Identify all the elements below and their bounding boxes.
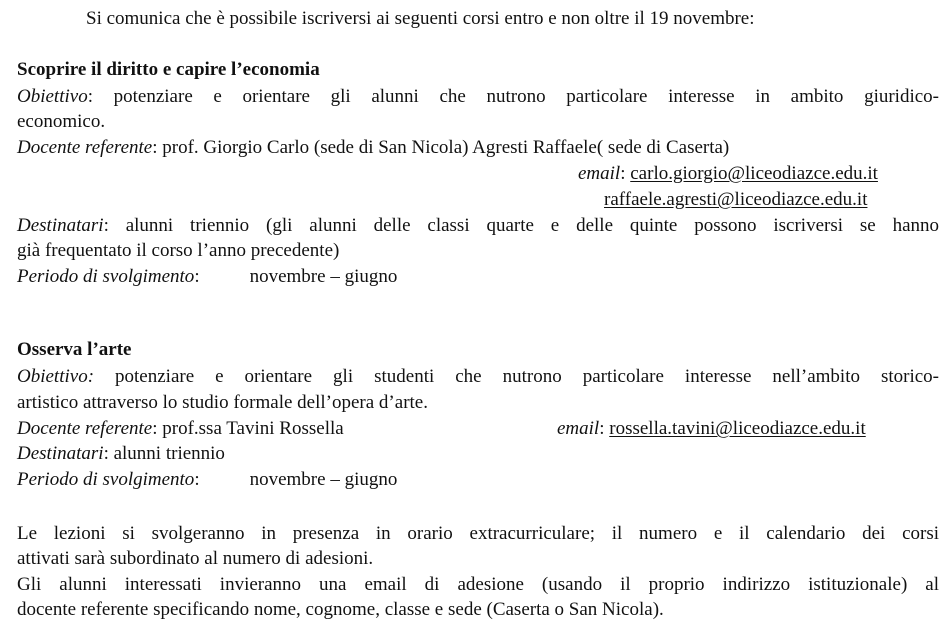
period-separator: : bbox=[194, 266, 200, 287]
closing-paragraph-1-line-2: attivati sarà subordinato al numero di adesioni. bbox=[17, 548, 374, 569]
period-text-2: novembre – giugno bbox=[249, 469, 398, 490]
course-title: Scoprire il diritto e capire l’economia bbox=[17, 59, 320, 80]
recipients-line bbox=[17, 214, 939, 238]
course-title-2: Osserva l’arte bbox=[17, 339, 132, 360]
email-link-carlo-giorgio[interactable]: carlo.giorgio@liceodiazce.edu.it bbox=[630, 163, 878, 184]
email-separator-2: : bbox=[599, 418, 610, 439]
teacher-line bbox=[17, 136, 729, 160]
recipients-text-2: : alunni triennio bbox=[103, 443, 225, 464]
recipients-text: : alunni triennio (gli alunni delle classi quarte e delle quinte possono iscriversi se hanno bbox=[103, 215, 939, 236]
period-line-2 bbox=[17, 468, 397, 492]
objective-text-2: potenziare e orientare gli studenti che nutrono particolare interesse nell’ambito storico- bbox=[94, 366, 939, 387]
recipients-continuation: già frequentato il corso l’anno precedente) bbox=[17, 240, 340, 261]
recipients-line-2 bbox=[17, 442, 225, 466]
email-link-raffaele-agresti[interactable]: raffaele.agresti@liceodiazce.edu.it bbox=[604, 189, 868, 210]
period-label-2: Periodo di svolgimento bbox=[17, 469, 195, 490]
period-label: Periodo di svolgimento bbox=[17, 266, 195, 287]
objective-continuation: economico. bbox=[17, 111, 106, 132]
teacher-text: : prof. Giorgio Carlo (sede di San Nicola) Agresti Raffaele( sede di Caserta) bbox=[152, 137, 730, 158]
teacher-label-2: Docente referente bbox=[17, 418, 153, 439]
email-label: email bbox=[578, 163, 621, 184]
email-link-rossella-tavini[interactable]: rossella.tavini@liceodiazce.edu.it bbox=[609, 418, 866, 439]
objective-text: : potenziare e orientare gli alunni che nutrono particolare interesse in ambito giuridico- bbox=[87, 86, 939, 107]
period-line bbox=[17, 265, 397, 289]
teacher-line-2 bbox=[17, 417, 344, 441]
intro-text: Si comunica che è possibile iscriversi ai seguenti corsi entro e non oltre il 19 novembre: bbox=[86, 8, 755, 29]
email-line-2 bbox=[604, 188, 867, 212]
email-separator: : bbox=[620, 163, 631, 184]
closing-paragraph-1-line-1: Le lezioni si svolgeranno in presenza in orario extracurriculare; il numero e il calendario dei corsi bbox=[17, 523, 939, 544]
objective-label: Obiettivo bbox=[17, 86, 88, 107]
objective-line bbox=[17, 85, 939, 109]
email-line-3 bbox=[557, 417, 866, 441]
closing-paragraph-2-line-2: docente referente specificando nome, cognome, classe e sede (Caserta o San Nicola). bbox=[17, 599, 664, 620]
period-text: novembre – giugno bbox=[249, 266, 398, 287]
closing-paragraph-2-line-1: Gli alunni interessati invieranno una email di adesione (usando il proprio indirizzo istituzionale) al bbox=[17, 574, 939, 595]
period-separator-2: : bbox=[194, 469, 200, 490]
teacher-text-2: : prof.ssa Tavini Rossella bbox=[152, 418, 344, 439]
objective-continuation-2: artistico attraverso lo studio formale dell’opera d’arte. bbox=[17, 392, 428, 413]
recipients-label-2: Destinatari bbox=[17, 443, 104, 464]
email-label-2: email bbox=[557, 418, 600, 439]
email-line bbox=[578, 162, 878, 186]
objective-label-2: Obiettivo: bbox=[17, 366, 95, 387]
recipients-label: Destinatari bbox=[17, 215, 104, 236]
objective-line-2 bbox=[17, 365, 939, 389]
teacher-label: Docente referente bbox=[17, 137, 153, 158]
